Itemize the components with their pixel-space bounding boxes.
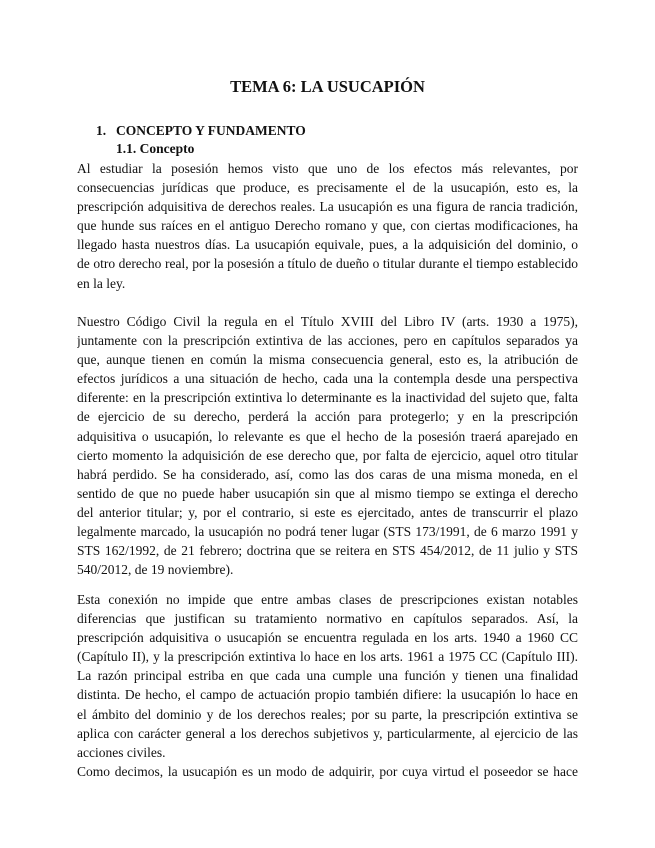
text-line: que, aunque tienen en común la misma consecuencia general, esto es, la atribución de [77, 352, 578, 368]
page-title: TEMA 6: LA USUCAPIÓN [230, 77, 425, 96]
text-line: Como decimos, la usucapión es un modo de adquirir, por cuya virtud el poseedor se hace [77, 763, 578, 779]
text-line: Al estudiar la posesión hemos visto que uno de los efectos más relevantes, por [77, 161, 578, 176]
text-line: juntamente con la prescripción extintiva de las acciones, pero en capítulos separados ya [77, 333, 578, 349]
text-line: 540/2012, de 19 noviembre). [77, 562, 234, 578]
text-line: diferente: en la prescripción extintiva lo determinante es la inactividad del sujeto que, falta [77, 390, 578, 406]
section-heading [96, 122, 306, 140]
text-line: habrá perdido. Se ha considerado, así, como las dos caras de una misma moneda, en el [77, 466, 578, 482]
section-number: 1. [96, 123, 107, 138]
text-line: adquisitiva o usucapión, lo relevante es que el hecho de la posesión traerá aparejado en [77, 428, 578, 444]
text-line: legalmente marcado, la usucapión no podrá tener lugar (STS 173/1991, de 6 marzo 1991 y [77, 524, 578, 540]
text-line: llegado hasta nuestros días. La usucapión equivale, pues, a la adquisición del dominio, o [77, 237, 578, 253]
text-line: del anterior titular; y, por el contrario, si este es ejercitado, antes de transcurrir el plazo [77, 504, 578, 520]
text-line: distinta. De hecho, el campo de actuación propio también difiere: la usucapión lo hace en [77, 687, 578, 703]
text-line: STS 162/1992, de 21 febrero; doctrina que se reitera en STS 454/2012, de 11 julio y STS [77, 543, 578, 559]
text-line: prescripción adquisitiva de derechos reales. La usucapión es una figura de rancia tradición, [77, 199, 578, 215]
text-line: (Capítulo II), y la prescripción extintiva lo hace en los arts. 1961 a 1975 CC (Capítulo III). [77, 649, 578, 665]
paragraph-3 [77, 590, 578, 781]
text-line: sentido de que no puede haber usucapión sin que al mismo tiempo se extinga el derecho [77, 485, 578, 501]
text-line: prescripción adquisitiva o usucapión se encuentra regulada en los arts. 1940 a 1960 CC [77, 630, 578, 646]
text-line: en la ley. [77, 275, 126, 291]
text-line: el ámbito del dominio y de los derechos reales; por su parte, la prescripción extintiva se [77, 706, 578, 722]
text-line: aplica con carácter general a los derechos subjetivos y, particularmente, al ejercicio de las [77, 725, 578, 741]
text-line: que hunde sus raíces en el antiguo Derecho romano y que, con ciertas modificaciones, ha [77, 218, 578, 234]
text-line: La razón principal estriba en que cada una cumple una función y tienen una finalidad [77, 668, 578, 684]
text-line: Nuestro Código Civil la regula en el Título XVIII del Libro IV (arts. 1930 a 1975), [77, 314, 578, 329]
text-line: cierto momento la adquisición de ese derecho que, por falta de ejercicio, aquel otro titular [77, 447, 578, 463]
text-line: diferencias que justifican su tratamiento normativo en capítulos separados. Así, la [77, 611, 578, 627]
text-line: Esta conexión no impide que entre ambas clases de prescripciones existan notables [77, 592, 578, 607]
text-line: consecuencias jurídicas que produce, es precisamente el de la usucapión, esto es, la [77, 180, 578, 196]
subsection-heading: 1.1. Concepto [116, 141, 195, 156]
text-line: efectos jurídicos a una situación de hecho, cada una la contempla desde una perspectiva [77, 371, 578, 387]
text-line: de otro derecho real, por la posesión a título de dueño o titular durante el tiempo establecido [77, 256, 578, 272]
text-line: de ejercicio de su derecho, perderá la acción para protegerlo; y en la prescripción [77, 409, 578, 425]
section-label: CONCEPTO Y FUNDAMENTO [116, 123, 306, 138]
paragraph-2 [77, 312, 578, 579]
text-line: acciones civiles. [77, 744, 166, 760]
paragraph-1 [77, 159, 578, 293]
